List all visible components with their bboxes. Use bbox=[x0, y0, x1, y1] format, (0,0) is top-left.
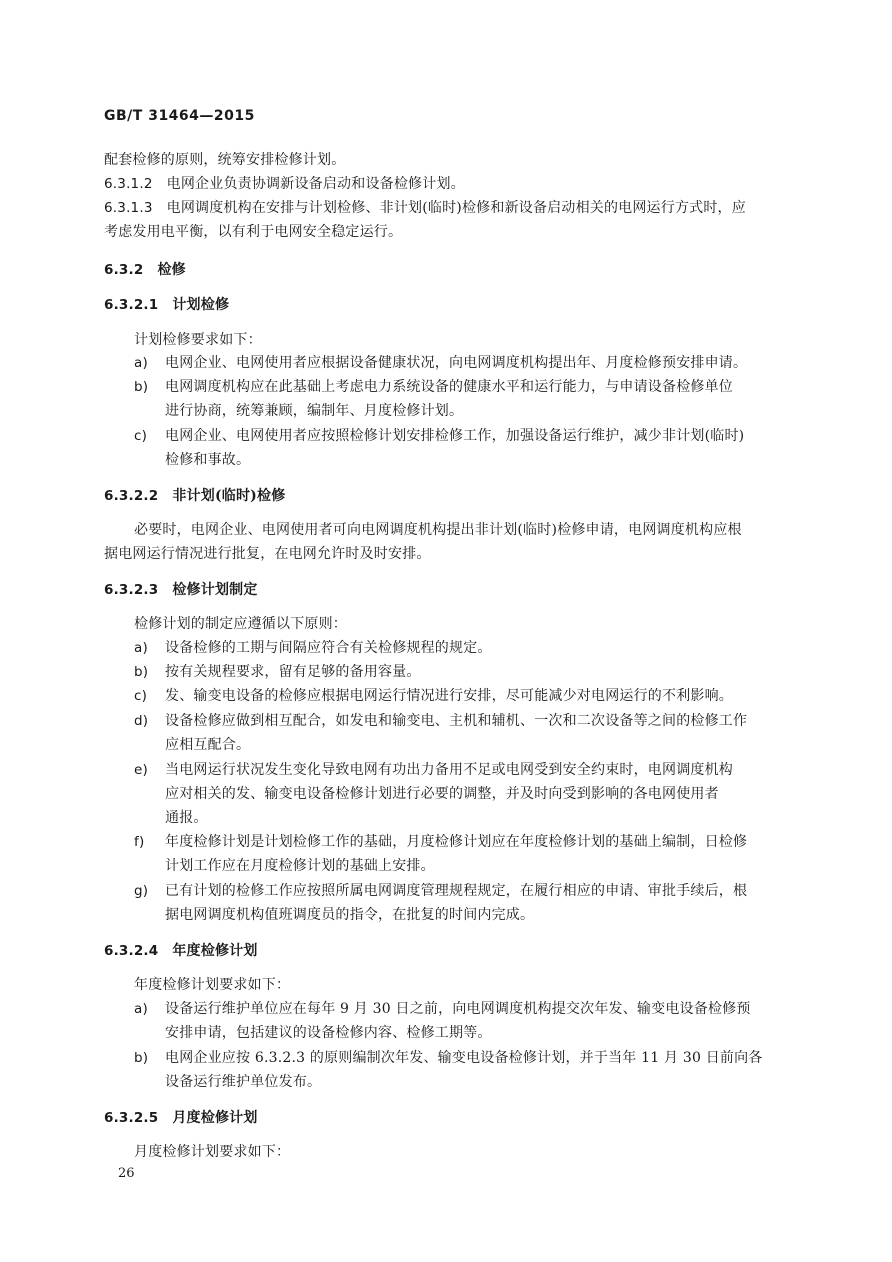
section-heading-6-3-2-3: 6.3.2.3 检修计划制定 bbox=[104, 582, 258, 598]
list-item-text: 电网企业应按 6.3.2.3 的原则编制次年发、输变电设备检修计划，并于当年 11 月 30 日前向各 bbox=[165, 1050, 763, 1066]
section-heading-6-3-2-1: 6.3.2.1 计划检修 bbox=[104, 297, 230, 313]
text-line: 据电网运行情况进行批复，在电网允许时及时安排。 bbox=[104, 546, 431, 562]
list-item-text: 年度检修计划是计划检修工作的基础，月度检修计划应在年度检修计划的基础上编制，日检修 bbox=[165, 834, 748, 850]
list-item-text: 当电网运行状况发生变化导致电网有功出力备用不足或电网受到安全约束时，电网调度机构 bbox=[165, 762, 733, 778]
list-item-c: c) bbox=[134, 688, 148, 704]
list-item-g: g) bbox=[134, 883, 149, 899]
section-heading-6-3-2-4: 6.3.2.4 年度检修计划 bbox=[104, 943, 258, 959]
list-item-text: 设备运行维护单位应在每年 9 月 30 日之前，向电网调度机构提交次年发、输变电设备检修预 bbox=[165, 1001, 751, 1017]
list-item-d: d) bbox=[134, 713, 149, 729]
list-item-text: 已有计划的检修工作应按照所属电网调度管理规程规定，在履行相应的申请、审批手续后，根 bbox=[165, 883, 748, 899]
page-number: 26 bbox=[118, 1166, 135, 1181]
text-line: 考虑发用电平衡，以有利于电网安全稳定运行。 bbox=[104, 224, 403, 240]
list-item-text: 设备检修应做到相互配合，如发电和输变电、主机和辅机、一次和二次设备等之间的检修工作 bbox=[165, 713, 748, 729]
list-item-text: 电网企业、电网使用者应按照检修计划安排检修工作，加强设备运行维护，减少非计划(临时) bbox=[165, 428, 745, 444]
list-item-b: b) bbox=[134, 1050, 149, 1066]
list-item-text: 设备检修的工期与间隔应符合有关检修规程的规定。 bbox=[165, 640, 492, 656]
list-item-text: 检修和事故。 bbox=[165, 452, 251, 468]
text-line: 计划检修要求如下： bbox=[134, 332, 262, 348]
section-heading-6-3-2: 6.3.2 检修 bbox=[104, 262, 186, 278]
list-item-text: 通报。 bbox=[165, 810, 208, 826]
list-item-text: 按有关规程要求，留有足够的备用容量。 bbox=[165, 664, 421, 680]
list-item-text: 电网调度机构应在此基础上考虑电力系统设备的健康水平和运行能力，与申请设备检修单位 bbox=[165, 379, 733, 395]
text-line: 月度检修计划要求如下： bbox=[134, 1144, 291, 1160]
list-item-a: a) bbox=[134, 1001, 148, 1017]
list-item-f: f) bbox=[134, 834, 145, 850]
list-item-text: 电网企业、电网使用者应根据设备健康状况，向电网调度机构提出年、月度检修预安排申请。 bbox=[165, 355, 748, 371]
list-item-a: a) bbox=[134, 640, 148, 656]
list-item-e: e) bbox=[134, 762, 148, 778]
list-item-b: b) bbox=[134, 664, 149, 680]
list-item-text: 应对相关的发、输变电设备检修计划进行必要的调整，并及时向受到影响的各电网使用者 bbox=[165, 786, 719, 802]
list-item-text: 发、输变电设备的检修应根据电网运行情况进行安排，尽可能减少对电网运行的不利影响。 bbox=[165, 688, 733, 704]
clause-6-3-1-2: 6.3.1.2 电网企业负责协调新设备启动和设备检修计划。 bbox=[104, 176, 465, 192]
text-line: 必要时，电网企业、电网使用者可向电网调度机构提出非计划(临时)检修申请，电网调度机构应根 bbox=[134, 522, 742, 538]
clause-6-3-1-3: 6.3.1.3 电网调度机构在安排与计划检修、非计划(临时)检修和新设备启动相关的电网运行方式时，应 bbox=[104, 200, 746, 216]
list-item-text: 应相互配合。 bbox=[165, 737, 251, 753]
list-item-text: 据电网调度机构值班调度员的指令，在批复的时间内完成。 bbox=[165, 907, 535, 923]
list-item-text: 进行协商，统筹兼顾，编制年、月度检修计划。 bbox=[165, 403, 464, 419]
list-item-text: 计划工作应在月度检修计划的基础上安排。 bbox=[165, 858, 435, 874]
section-heading-6-3-2-2: 6.3.2.2 非计划(临时)检修 bbox=[104, 488, 286, 504]
text-line: 配套检修的原则，统筹安排检修计划。 bbox=[104, 152, 346, 168]
list-item-text: 设备运行维护单位发布。 bbox=[165, 1074, 322, 1090]
list-item-a: a) bbox=[134, 355, 148, 371]
standard-code-header: GB/T 31464—2015 bbox=[104, 108, 255, 124]
list-item-c: c) bbox=[134, 428, 148, 444]
text-line: 年度检修计划要求如下： bbox=[134, 977, 291, 993]
list-item-b: b) bbox=[134, 379, 149, 395]
section-heading-6-3-2-5: 6.3.2.5 月度检修计划 bbox=[104, 1110, 258, 1126]
text-line: 检修计划的制定应遵循以下原则： bbox=[134, 616, 347, 632]
list-item-text: 安排申请，包括建议的设备检修内容、检修工期等。 bbox=[165, 1025, 492, 1041]
